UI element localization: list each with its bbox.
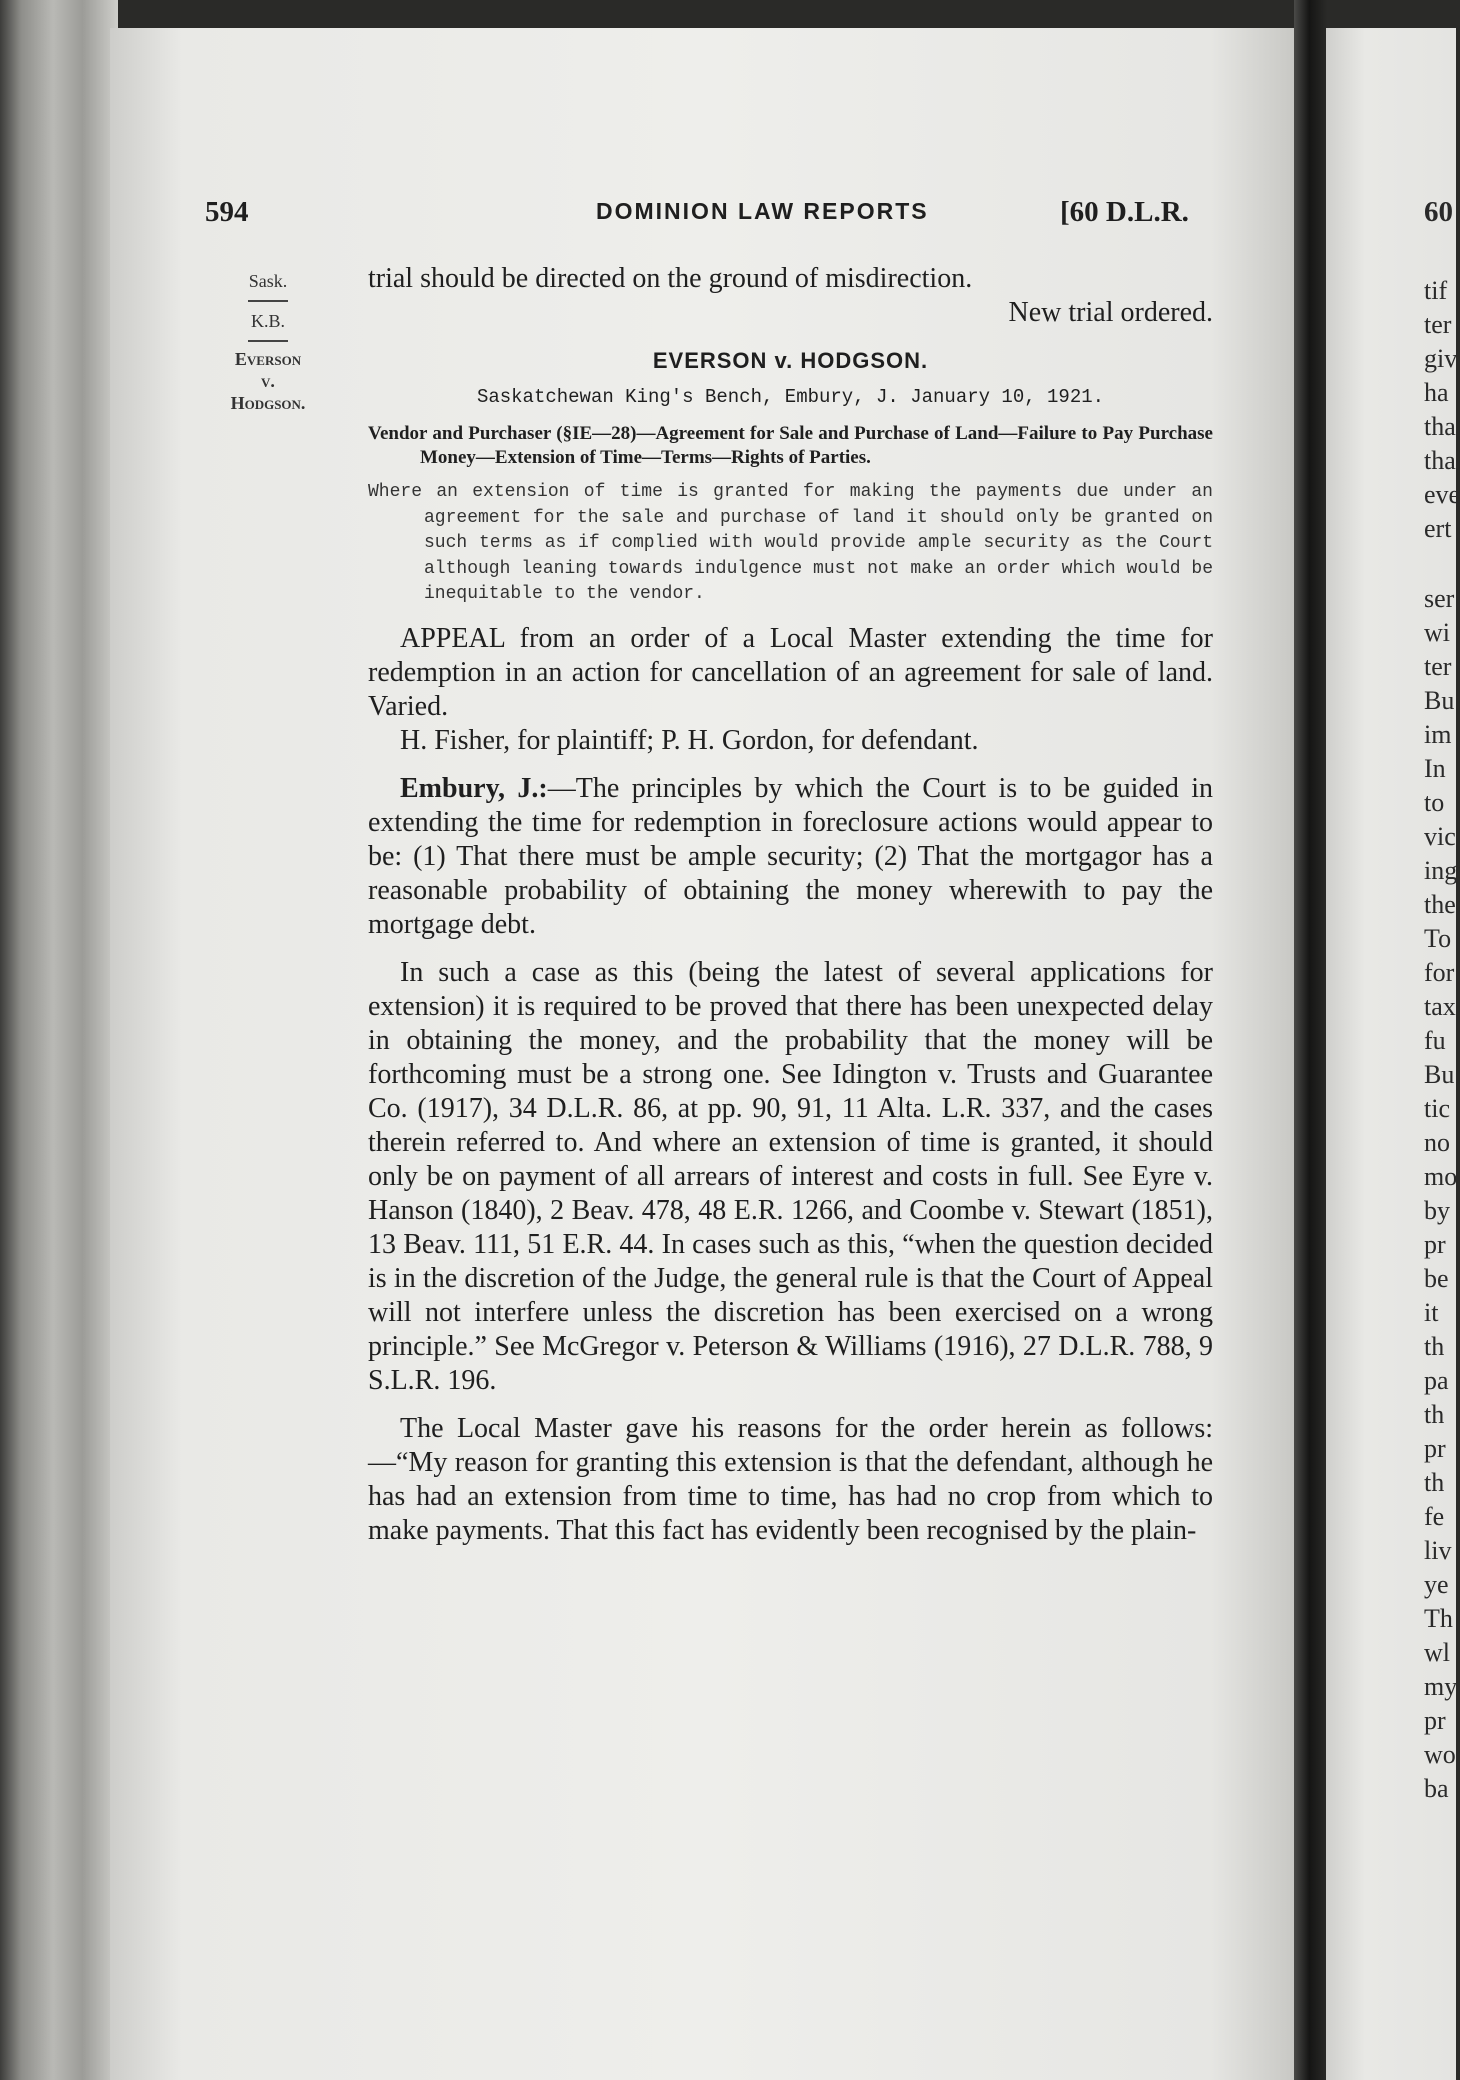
facing-page-fragment: In (1424, 754, 1446, 783)
court-line: Saskatchewan King's Bench, Embury, J. January 10, 1921. (476, 386, 1105, 408)
facing-page-fragment: tif (1424, 276, 1448, 305)
facing-page-fragment: tax (1424, 992, 1456, 1021)
facing-page-fragment: th (1424, 1468, 1445, 1497)
book-gutter (1294, 0, 1328, 2080)
margin-sidenote (208, 268, 328, 414)
facing-page-fragment: im (1424, 720, 1452, 749)
facing-page-fragment: ert (1424, 514, 1452, 543)
facing-page-fragment: the (1424, 890, 1456, 919)
disposition: New trial ordered. (1008, 297, 1213, 328)
facing-page-fragment: to (1424, 788, 1445, 817)
facing-page-fragment: fu (1424, 1026, 1446, 1055)
facing-page-fragment: ter (1424, 652, 1452, 681)
running-head: DOMINION LAW REPORTS (596, 198, 929, 224)
sidenote-party2: Hodgson. (230, 393, 306, 413)
facing-page-fragment: no (1424, 1128, 1450, 1157)
facing-page-fragment: tic (1424, 1094, 1450, 1123)
paragraph-1-text: —The principles by which the Court is to be guided in extending the time for redemption in foreclosure actions would appear to be: (1) That there must be ample security; (2) That the mortgagor has a reasonable probability of obtaining the money wherewith to pay the mortgage debt. (368, 772, 1213, 940)
facing-page-fragment: tha (1424, 412, 1456, 441)
facing-page-fragment: Th (1424, 1604, 1453, 1633)
appeal-paragraph: APPEAL from an order of a Local Master extending the time for redemption in an action for cancellation of an agreement for sale of land. Varied. (368, 622, 1213, 722)
facing-page-fragment: pr (1424, 1230, 1446, 1259)
facing-page-fragment: for (1424, 958, 1455, 987)
judgment-paragraph-3: The Local Master gave his reasons for the order herein as follows:—“My reason for granting this extension is that the defendant, although he has had an extension from time to time, has had no crop from which to make payments. That this fact has evidently been recognised by the plain- (368, 1412, 1213, 1546)
facing-page-fragment: liv (1424, 1536, 1452, 1565)
page-number: 594 (205, 196, 249, 228)
judge-name: Embury, J.: (400, 772, 548, 804)
facing-page-fragment: ha (1424, 378, 1449, 407)
counsel-line: H. Fisher, for plaintiff; P. H. Gordon, for defendant. (400, 724, 979, 756)
facing-page-fragment: vic (1424, 822, 1456, 851)
judgment-paragraph-2: In such a case as this (being the latest of several applications for extension) it is required to be proved that there has been unexpected delay in obtaining the money, and the probability that the money will be forthcoming must be a strong one. See Idington v. Trusts and Guarantee Co. (1917), 34 D.L.R. 86, at pp. 90, 91, 11 Alta. L.R. 337, and the cases therein referred to. And where an extension of time is granted, it should only be on payment of all arrears of interest and costs in full. See Eyre v. Hanson (1840), 2 Beav. 478, 48 E.R. 1266, and Coombe v. Stewart (1851), 13 Beav. 111, 51 E.R. 44. In cases such as this, “when the question decided is in the discretion of the Judge, the general rule is that the Court of Appeal will not interfere unless the discretion has been exercised on a wrong principle.” See McGregor v. Peterson & Williams (1916), 27 D.L.R. 788, 9 S.L.R. 196. (368, 956, 1213, 1396)
facing-page-fragment: my (1424, 1672, 1458, 1701)
sidenote-rule (248, 300, 288, 302)
facing-page-fragment: eve (1424, 480, 1460, 509)
facing-page-number: 60 (1424, 196, 1453, 228)
facing-page-fragment: giv (1424, 344, 1458, 373)
facing-page-fragment: ye (1424, 1570, 1449, 1599)
facing-page-fragment: ser (1424, 584, 1455, 613)
case-title: EVERSON v. HODGSON. (652, 348, 929, 373)
page-body (368, 262, 1213, 1548)
facing-page-fragment: th (1424, 1400, 1445, 1429)
facing-page-fragment: by (1424, 1196, 1450, 1225)
facing-page-fragment: Bu (1424, 1060, 1455, 1089)
sidenote-province: Sask. (248, 271, 288, 291)
facing-page-fragment: tha (1424, 446, 1456, 475)
page-header (0, 196, 1456, 236)
sidenote-versus: v. (261, 371, 275, 391)
case-abstract: Where an extension of time is granted for making the payments due under an agreement for the sale and purchase of land it should only be granted on such terms as if complied with would provide ample security as the Court although leaning towards indulgence must not make an order which would be inequitable to the vendor. (368, 482, 1213, 604)
judgment-paragraph-1 (368, 772, 1213, 942)
facing-page-fragment: ing (1424, 856, 1458, 885)
sidenote-rule (248, 340, 288, 342)
facing-page-fragment: wo (1424, 1740, 1456, 1769)
facing-page-fragment: wl (1424, 1638, 1450, 1667)
facing-page-fragment: Bu (1424, 686, 1455, 715)
facing-page-fragment: be (1424, 1264, 1449, 1293)
book-spine-edge (0, 0, 118, 2080)
facing-page-fragment: fe (1424, 1502, 1445, 1531)
sidenote-party1: Everson (234, 349, 302, 369)
headnote: Vendor and Purchaser (§IE—28)—Agreement for Sale and Purchase of Land—Failure to Pay Purchase Money—Extension of Time—Terms—Rights of Parties. (368, 423, 1213, 468)
facing-page-fragment: pr (1424, 1434, 1446, 1463)
facing-page-fragment: mo (1424, 1162, 1458, 1191)
facing-page-fragment: th (1424, 1332, 1445, 1361)
facing-page-fragment: wi (1424, 618, 1450, 647)
facing-page-fragment: ter (1424, 310, 1452, 339)
facing-page-fragment: ba (1424, 1774, 1449, 1803)
sidenote-court: K.B. (250, 311, 285, 331)
facing-page-fragment: pa (1424, 1366, 1449, 1395)
opening-line: trial should be directed on the ground of misdirection. (368, 263, 973, 294)
facing-page-fragment: it (1424, 1298, 1439, 1327)
volume-citation: [60 D.L.R. (1060, 196, 1189, 228)
facing-page-fragment: pr (1424, 1706, 1446, 1735)
facing-page-fragment: To (1424, 924, 1452, 953)
